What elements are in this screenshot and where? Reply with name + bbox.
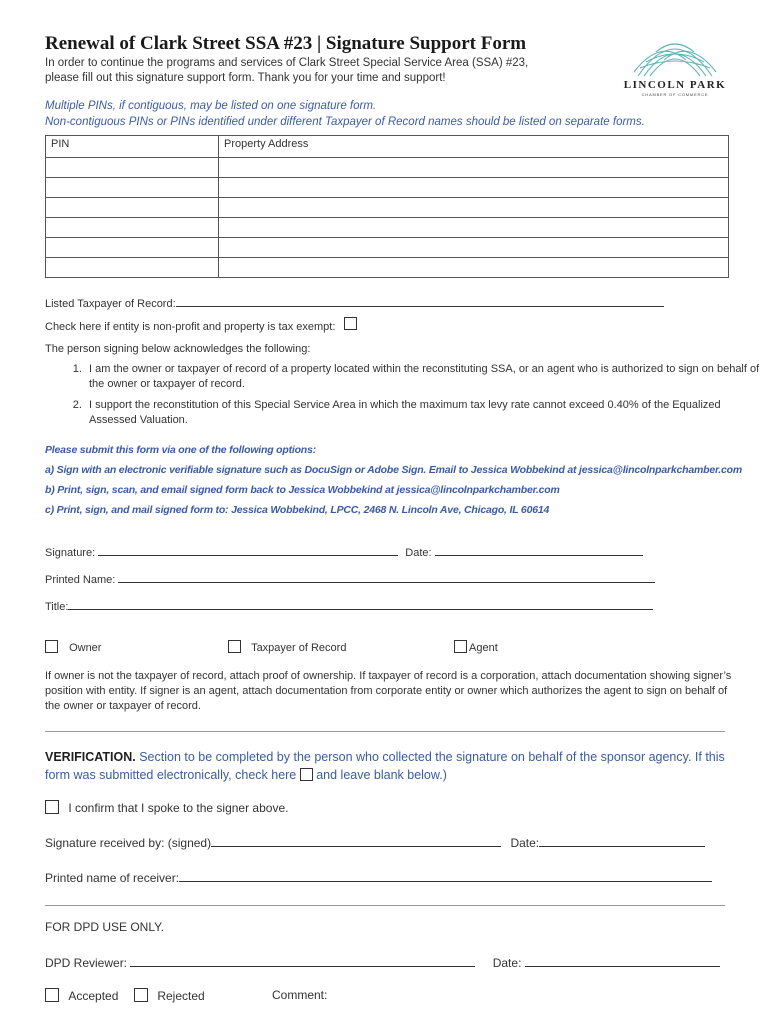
divider — [45, 905, 725, 906]
taxpayer-label: Listed Taxpayer of Record: — [45, 298, 176, 310]
printed-name-label: Printed Name: — [45, 574, 116, 586]
printed-name-row — [45, 571, 655, 586]
pin-header: PIN — [46, 136, 219, 158]
table-row — [46, 178, 729, 198]
intro-text — [45, 56, 605, 86]
printed-name-field[interactable] — [118, 571, 655, 583]
nonprofit-row — [45, 317, 357, 333]
rejected-checkbox[interactable] — [134, 988, 148, 1002]
verification-label: VERIFICATION. — [45, 750, 136, 764]
submit-heading: Please submit this form via one of the following options: — [45, 444, 316, 456]
dpd-reviewer-row — [45, 955, 720, 970]
submit-option-b: b) Print, sign, scan, and email signed form back to Jessica Wobbekind at jessica@lincolnparkchamber.com — [45, 484, 560, 496]
received-date-label: Date: — [510, 836, 540, 850]
submit-option-c: c) Print, sign, and mail signed form to: Jessica Wobbekind, LPCC, 2468 N. Lincoln Ave, Chicago, IL 60614 — [45, 504, 550, 516]
received-field[interactable] — [211, 835, 501, 847]
title-field[interactable] — [68, 598, 653, 610]
confirm-checkbox[interactable] — [45, 800, 59, 814]
intro-line-1: In order to continue the programs and services of Clark Street Special Service Area (SSA) #23, — [45, 57, 529, 69]
pin-cell[interactable] — [46, 238, 219, 258]
ack-item-2: 2. I support the reconstitution of this Special Service Area in which the maximum tax levy rate cannot exceed 0.40% of the Equalized Assessed Valuation. — [85, 398, 765, 428]
divider — [45, 731, 725, 732]
nonprofit-checkbox[interactable] — [344, 317, 357, 330]
role-agent[interactable] — [454, 640, 498, 654]
verification-text: Section to be completed by the person who collected the signature on behalf of the sponsor agency. If this form was submitted electronically, check here — [45, 750, 725, 782]
signature-label: Signature: — [45, 547, 96, 559]
pin-note — [45, 98, 745, 130]
confirm-row[interactable] — [45, 800, 288, 815]
received-label: Signature received by: (signed) — [45, 836, 212, 850]
address-cell[interactable] — [219, 178, 729, 198]
comment-label: Comment: — [272, 988, 328, 1002]
ack-item-1: 1. I am the owner or taxpayer of record of a property located within the reconstituting SSA, or an agent who is authorized to sign on behalf of the owner or taxpayer of record. — [85, 362, 765, 392]
owner-label: Owner — [69, 642, 102, 654]
lincoln-park-logo — [620, 32, 730, 102]
address-cell[interactable] — [219, 218, 729, 238]
pin-cell[interactable] — [46, 258, 219, 278]
verification-section — [45, 748, 735, 784]
taxpayer-field[interactable] — [176, 295, 664, 307]
taxpayer-checkbox[interactable] — [228, 640, 241, 653]
table-row — [46, 218, 729, 238]
dpd-reviewer-field[interactable] — [130, 955, 475, 967]
rejected-label: Rejected — [157, 989, 205, 1003]
address-cell[interactable] — [219, 198, 729, 218]
received-row — [45, 835, 705, 850]
logo-sub: CHAMBER OF COMMERCE — [641, 92, 709, 97]
role-owner[interactable] — [45, 640, 101, 654]
taxpayer-role-label: Taxpayer of Record — [251, 642, 347, 654]
pin-table — [45, 135, 729, 278]
accepted-checkbox[interactable] — [45, 988, 59, 1002]
verification-text-end: and leave blank below.) — [312, 768, 447, 782]
pin-cell[interactable] — [46, 198, 219, 218]
agent-label: Agent — [469, 642, 498, 654]
accepted-label: Accepted — [68, 989, 119, 1003]
acknowledges-label: The person signing below acknowledges the following: — [45, 343, 311, 355]
owner-note: If owner is not the taxpayer of record, attach proof of ownership. If taxpayer of record is a corporation, attach documentation showing signer’s position with entity. If signer is an agent, attach documentation from corporate entity or owner which authorizes the agent to sign on behalf of the owner or taxpayer of record. — [45, 670, 732, 712]
intro-line-2: please fill out this signature support form. Thank you for your time and support! — [45, 72, 446, 84]
pin-note-line-1: Multiple PINs, if contiguous, may be listed on one signature form. — [45, 100, 377, 112]
signature-field[interactable] — [98, 544, 398, 556]
rejected-row[interactable] — [134, 988, 205, 1003]
receiver-name-row — [45, 870, 712, 885]
nonprofit-label: Check here if entity is non-profit and property is tax exempt: — [45, 321, 336, 333]
address-header: Property Address — [219, 136, 729, 158]
role-taxpayer[interactable] — [228, 640, 346, 654]
signature-date-field[interactable] — [435, 544, 643, 556]
table-row — [46, 238, 729, 258]
submit-option-a: a) Sign with an electronic verifiable signature such as DocuSign or Adobe Sign. Email to Jessica Wobbekind at jessica@lincolnparkchamber.com — [45, 464, 743, 476]
received-date-field[interactable] — [539, 835, 705, 847]
pin-note-line-2: Non-contiguous PINs or PINs identified under different Taxpayer of Record names should be listed on separate forms. — [45, 116, 645, 128]
electronic-checkbox[interactable] — [300, 768, 313, 781]
agent-checkbox[interactable] — [454, 640, 467, 653]
address-cell[interactable] — [219, 158, 729, 178]
address-cell[interactable] — [219, 258, 729, 278]
dpd-heading: FOR DPD USE ONLY. — [45, 920, 164, 934]
title-row — [45, 598, 653, 613]
logo-name: LINCOLN PARK — [623, 79, 727, 91]
form-title: Renewal of Clark Street SSA #23 | Signature Support Form — [45, 33, 527, 54]
owner-checkbox[interactable] — [45, 640, 58, 653]
table-row — [46, 198, 729, 218]
pin-cell[interactable] — [46, 158, 219, 178]
table-row — [46, 158, 729, 178]
accepted-row[interactable] — [45, 988, 118, 1003]
pin-cell[interactable] — [46, 178, 219, 198]
receiver-name-field[interactable] — [179, 870, 712, 882]
acknowledgement-list — [45, 362, 765, 434]
dpd-reviewer-label: DPD Reviewer: — [45, 956, 128, 970]
signature-row — [45, 544, 643, 559]
pin-cell[interactable] — [46, 218, 219, 238]
dpd-date-field[interactable] — [525, 955, 720, 967]
title-label: Title: — [45, 601, 69, 613]
taxpayer-row — [45, 295, 664, 310]
confirm-label: I confirm that I spoke to the signer above. — [68, 801, 289, 815]
address-cell[interactable] — [219, 238, 729, 258]
table-row — [46, 258, 729, 278]
signature-date-label: Date: — [405, 547, 432, 559]
receiver-name-label: Printed name of receiver: — [45, 871, 180, 885]
dpd-date-label: Date: — [492, 956, 522, 970]
